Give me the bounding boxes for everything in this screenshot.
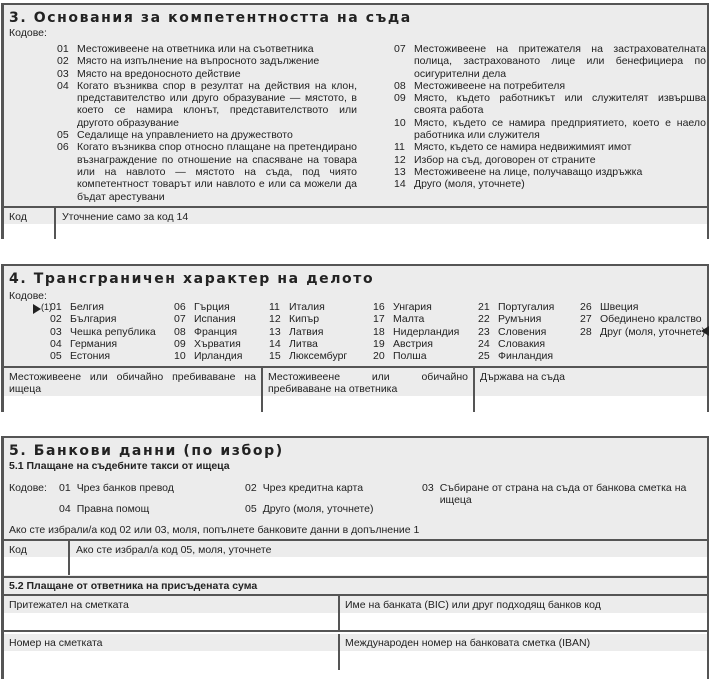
section-bank-details: [1, 436, 709, 679]
country-code-item: [269, 301, 347, 313]
country-name: Португалия: [498, 301, 555, 313]
country-name: Финландия: [498, 350, 554, 363]
country-column: [580, 301, 705, 338]
code-text: Място на изпълнение на въпросното задължение: [77, 55, 320, 68]
code-05-specification-input[interactable]: [70, 541, 707, 575]
account-fields: [4, 594, 707, 680]
code-14-specification-input[interactable]: [56, 208, 707, 239]
country-code-item: [373, 301, 459, 313]
country-name: Литва: [289, 337, 318, 350]
code-14-specification-label: Уточнение само за код 14: [62, 211, 189, 223]
code-number: 14: [394, 178, 406, 191]
country-code: 09: [174, 337, 186, 350]
code-text: Друго (моля, уточнете): [414, 178, 525, 191]
code-item: [394, 80, 706, 92]
country-name: Хърватия: [194, 337, 241, 350]
country-name: Словения: [498, 325, 547, 338]
bank-details-info: Ако сте избрали/а код 02 или 03, моля, попълнете банковите данни в допълнение 1: [9, 524, 420, 536]
country-name: Латвия: [289, 325, 324, 338]
code-text: Местоживеене на ответника или на съответника: [77, 43, 314, 55]
code-input[interactable]: [4, 541, 70, 575]
country-name: Испания: [194, 313, 236, 326]
code-number: 01: [57, 43, 69, 55]
country-code: 06: [174, 301, 186, 313]
country-code: 15: [269, 350, 281, 363]
code-item: [394, 178, 706, 190]
country-code-item: [50, 301, 156, 313]
country-code: 23: [478, 325, 490, 338]
code-number: 05: [57, 129, 69, 142]
code-item: [57, 55, 357, 67]
country-name: Друг (моля, уточнете): [600, 325, 706, 338]
code-label: Код: [9, 544, 27, 556]
code-item: [57, 68, 357, 80]
country-code-item: [373, 313, 459, 325]
bank-name-bic-input[interactable]: [340, 596, 707, 632]
country-code: 07: [174, 313, 186, 326]
country-code: 28: [580, 325, 592, 338]
country-name: Кипър: [289, 313, 320, 326]
country-code-item: [174, 301, 242, 313]
code-item: [57, 129, 357, 141]
country-code: 04: [50, 337, 62, 350]
code-text: Избор на съд, договорен от страните: [414, 153, 596, 166]
country-name: Белгия: [70, 301, 104, 313]
code-item: [57, 80, 357, 129]
arrow-left-icon: [701, 326, 709, 336]
country-code: 08: [174, 325, 186, 338]
payment-code-02: 02 Чрез кредитна карта: [245, 482, 364, 494]
country-code-item: [269, 350, 347, 362]
account-holder-label: Притежател на сметката: [9, 599, 129, 611]
country-code-item: [269, 338, 347, 350]
country-code-item: [580, 313, 705, 325]
country-name: Германия: [70, 337, 118, 350]
codes-label: Кодове:: [9, 290, 47, 302]
country-column: [478, 301, 554, 362]
location-fields-row: [4, 366, 707, 412]
codes-list-left: [57, 43, 357, 203]
iban-input[interactable]: [340, 634, 707, 670]
country-name: Словакия: [498, 337, 546, 350]
code-number: 13: [394, 165, 406, 178]
section-title: 3. Основания за компетентността на съда: [9, 10, 412, 26]
country-code: 02: [50, 313, 62, 326]
country-code: 21: [478, 301, 490, 313]
country-name: Обединено кралство: [600, 313, 702, 326]
country-name: Полша: [393, 350, 427, 363]
code-number: 12: [394, 153, 406, 166]
code-label: Код: [9, 211, 27, 223]
payment-code-01: 01 Чрез банков превод: [59, 482, 174, 494]
defendant-domicile-input[interactable]: [263, 368, 475, 412]
country-code-item: [478, 326, 554, 338]
code-text: Когато възниква спор относно плащане на претендирано възнаграждение по отношение на спасяване на товара или на навлото — мястото на съда, под чиято компетентност товарът или навлото е или са можели да бъдат арестувани: [77, 141, 357, 203]
country-code: 18: [373, 325, 385, 338]
country-column: [269, 301, 347, 362]
country-code-item: [50, 350, 156, 362]
code-text: Място, където се намира предприятието, което е наело работника или служителя: [414, 116, 706, 142]
codes-label: Кодове:: [9, 482, 47, 494]
section-cross-border-nature: [1, 264, 709, 412]
country-code-item: [580, 301, 705, 313]
country-code: 11: [269, 301, 280, 313]
codes-label: Кодове:: [9, 27, 47, 39]
country-code-item: [269, 326, 347, 338]
country-name: Малта: [393, 313, 425, 326]
code-text: Местоживеене на потребителя: [414, 79, 566, 92]
country-code: 25: [478, 350, 490, 363]
claimant-domicile-label: Местоживеене или обичайно пребиваване на ищеца: [9, 371, 256, 396]
country-code-item: [478, 350, 554, 362]
country-column: [373, 301, 459, 362]
country-code-item: [174, 338, 242, 350]
code-number: 11: [394, 141, 405, 154]
code-text: Място, където се намира недвижимият имот: [414, 141, 632, 154]
country-code: 03: [50, 325, 62, 338]
defendant-domicile-label: Местоживеене или обичайно пребиваване на ответника: [268, 371, 468, 396]
codes-list-right: [394, 43, 706, 191]
court-state-label: Държава на съда: [480, 371, 565, 383]
code-item: [394, 154, 706, 166]
payment-code-03: 03 Събиране от страна на съда от банкова сметка на ищеца: [422, 482, 687, 507]
code-number: 09: [394, 92, 406, 105]
country-name: Нидерландия: [393, 325, 460, 338]
country-code-item: [478, 301, 554, 313]
country-name: Австрия: [393, 337, 433, 350]
code-number: 07: [394, 43, 406, 55]
country-code-item: [478, 338, 554, 350]
code-text: Място, където работникът или служителят извършва своята работа: [414, 92, 706, 117]
iban-label: Международен номер на банковата сметка (IBAN): [345, 637, 591, 649]
country-name: Швеция: [600, 301, 639, 313]
country-code-item: [373, 350, 459, 362]
country-name: Франция: [194, 325, 238, 338]
code-item: [394, 43, 706, 80]
code-item: [394, 141, 706, 153]
code-number: 06: [57, 141, 69, 154]
subsection-title-5-1: 5.1 Плащане на съдебните такси от ищеца: [9, 460, 230, 472]
section-title: 5. Банкови данни (по избор): [9, 443, 284, 459]
country-code: 19: [373, 337, 385, 350]
claimant-domicile-input[interactable]: [4, 368, 263, 412]
code-05-specification-label: Ако сте избрал/а код 05, моля, уточнете: [76, 544, 272, 556]
arrow-right-icon: [33, 304, 41, 314]
country-code: 24: [478, 337, 490, 350]
country-code: 05: [50, 350, 62, 363]
country-code-item: [373, 326, 459, 338]
account-number-input[interactable]: [4, 634, 340, 670]
country-code-item: [50, 326, 156, 338]
code-number: 03: [57, 67, 69, 80]
payment-code-05: 05 Друго (моля, уточнете): [245, 503, 374, 515]
country-code: 27: [580, 313, 592, 326]
payment-code-04: 04 Правна помощ: [59, 503, 150, 515]
code-input[interactable]: [4, 208, 56, 239]
country-name: Унгария: [393, 301, 432, 313]
country-code: 20: [373, 350, 385, 363]
country-code-item: [174, 326, 242, 338]
country-code: 26: [580, 301, 592, 313]
country-code: 01: [50, 301, 62, 313]
country-name: Румъния: [498, 313, 542, 326]
section-jurisdiction-grounds: [1, 3, 709, 239]
court-state-input[interactable]: [475, 368, 707, 412]
country-code-item: [269, 313, 347, 325]
code-number: 02: [57, 55, 69, 68]
country-code-item: [478, 313, 554, 325]
code-number: 10: [394, 116, 406, 129]
country-name: България: [70, 313, 117, 326]
country-code: 22: [478, 313, 490, 326]
code-number: 04: [57, 79, 69, 92]
country-column: [50, 301, 156, 362]
country-code-item: [373, 338, 459, 350]
country-name: Люксембург: [289, 350, 348, 363]
country-code: 14: [269, 337, 281, 350]
code-item: [394, 92, 706, 117]
country-code-item: [174, 350, 242, 362]
code-text: Място на вредоносното действие: [77, 67, 241, 80]
code-item: [394, 166, 706, 178]
country-column: [174, 301, 242, 362]
country-code-item: [580, 326, 705, 338]
code-row: [4, 206, 707, 239]
country-code: 13: [269, 325, 281, 338]
country-name: Ирландия: [194, 350, 243, 363]
code-row: [4, 539, 707, 575]
code-item: [57, 43, 357, 55]
code-text: Местоживеене на притежателя на застрахователната полица, застрахованото лице или бенефициера по осигурителни дела: [414, 43, 706, 80]
code-item: [57, 141, 357, 202]
code-text: Местоживеене на лице, получаващо издръжка: [414, 165, 643, 178]
country-code: 12: [269, 313, 281, 326]
country-code: 17: [373, 313, 385, 326]
code-text: Когато възниква спор в резултат на действия на клон, представителство или друго образувание — мястото, в което се намира клонът, представителството или другото образувание: [77, 79, 357, 129]
country-code-item: [50, 338, 156, 350]
code-item: [394, 117, 706, 142]
country-code: 10: [174, 350, 186, 363]
account-number-label: Номер на сметката: [9, 637, 103, 649]
country-code-item: [174, 313, 242, 325]
bank-name-bic-label: Име на банката (BIC) или друг подходящ банков код: [345, 599, 601, 611]
account-holder-input[interactable]: [4, 596, 340, 632]
code-number: 08: [394, 79, 406, 92]
country-code: 16: [373, 301, 385, 313]
subsection-title-5-2: 5.2 Плащане от ответника на присъдената сума: [4, 576, 707, 594]
country-name: Италия: [289, 301, 325, 313]
footnote-marker: (1): [41, 302, 52, 312]
country-code-item: [50, 313, 156, 325]
code-text: Седалище на управлението на дружеството: [77, 129, 293, 142]
country-name: Естония: [70, 350, 111, 363]
country-name: Гърция: [194, 301, 230, 313]
country-name: Чешка република: [70, 325, 156, 338]
section-title: 4. Трансграничен характер на делото: [9, 271, 375, 287]
